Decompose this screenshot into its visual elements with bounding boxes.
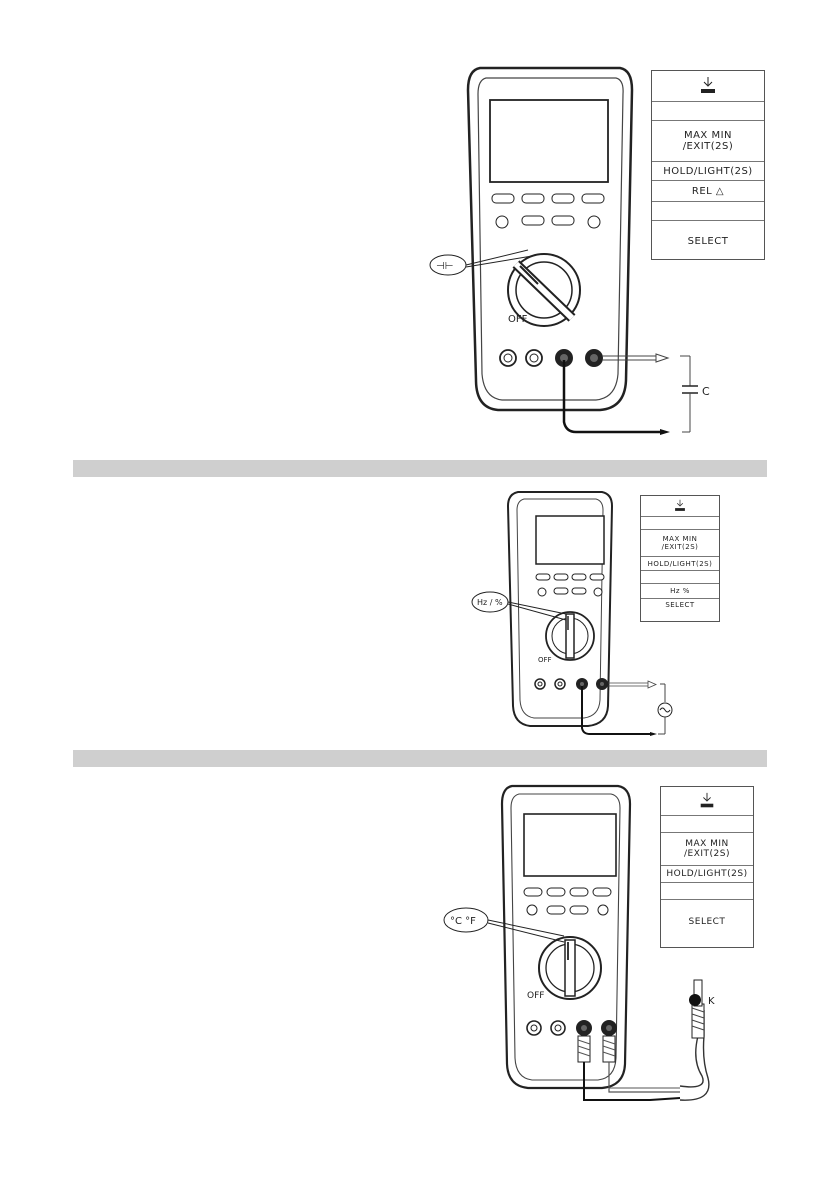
hold-light-label: HOLD/LIGHT(2S): [661, 866, 753, 883]
ground-icon: [641, 496, 719, 517]
capacitor-label: C: [702, 385, 710, 398]
section-divider-1: [73, 460, 767, 477]
ground-icon: [652, 71, 764, 102]
select-label: SELECT: [688, 917, 726, 927]
hold-light-label: HOLD/LIGHT(2S): [652, 162, 764, 181]
off-label: OFF: [527, 991, 545, 1001]
function-key-panel-3: [660, 786, 754, 948]
max-min-exit-label: MAX MIN /EXIT(2S): [641, 530, 719, 557]
off-label: OFF: [538, 656, 552, 664]
k-type-probe-label: K: [708, 996, 715, 1007]
select-label: SELECT: [687, 235, 729, 247]
section-divider-2: [73, 750, 767, 767]
frequency-mode-label: Hz / %: [477, 598, 503, 607]
temperature-mode-label: °C °F: [450, 916, 476, 927]
hold-light-label: HOLD/LIGHT(2S): [641, 557, 719, 571]
select-label: SELECT: [665, 601, 695, 609]
max-min-exit-label: MAX MIN /EXIT(2S): [661, 833, 753, 866]
off-label: OFF: [508, 314, 528, 325]
function-key-panel-2: [640, 495, 720, 622]
ground-icon: [661, 787, 753, 816]
function-key-panel-1: [651, 70, 765, 260]
hz-percent-label: Hz %: [641, 584, 719, 599]
capacitance-mode-label: ⊣⊢: [436, 261, 454, 272]
rel-delta-label: REL △: [652, 181, 764, 202]
max-min-exit-label: MAX MIN /EXIT(2S): [652, 121, 764, 162]
